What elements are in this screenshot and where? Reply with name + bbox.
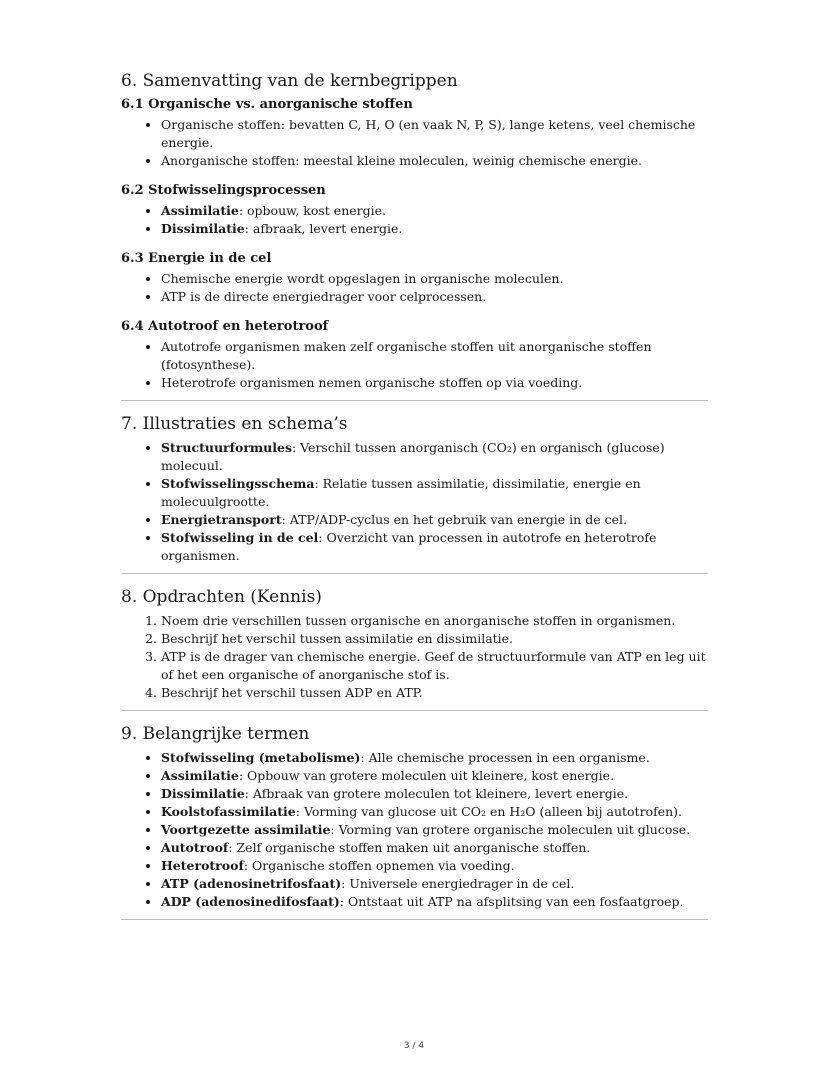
definition: : Universele energiedrager in de cel. <box>341 876 575 891</box>
subsection-6-4-title: 6.4 Autotroof en heterotroof <box>121 319 329 334</box>
list-item <box>161 475 708 511</box>
definition: : Vorming van grotere organische moleculen uit glucose. <box>330 822 691 837</box>
list-item: 3. ATP is de drager van chemische energie. Geef de structuurformule van ATP en leg uit of het een organische of anorganische stof is. <box>161 648 708 684</box>
list-item <box>161 767 708 785</box>
list-item: • Heterotrofe organismen nemen organische stoffen op via voeding. <box>161 374 708 392</box>
subsection-6-2-title: 6.2 Stofwisselingsprocessen <box>121 183 326 198</box>
list-item: • Anorganische stoffen: meestal kleine moleculen, weinig chemische energie. <box>161 152 708 170</box>
list-item <box>161 439 708 475</box>
definition: : opbouw, kost energie. <box>238 203 386 218</box>
list-item <box>161 857 708 875</box>
list-item: • ATP is de directe energiedrager voor celprocessen. <box>161 288 708 306</box>
list-item: 4. Beschrijf het verschil tussen ADP en ATP. <box>161 684 708 702</box>
divider <box>121 919 708 920</box>
term: Koolstofassimilatie <box>161 804 296 819</box>
list-item <box>161 839 708 857</box>
term: Dissimilatie <box>161 221 245 236</box>
definition: : Verschil tussen anorganisch (CO₂) en organisch (glucose) molecuul. <box>161 440 665 473</box>
list-item <box>161 749 708 767</box>
list-item: • Autotrofe organismen maken zelf organische stoffen uit anorganische stoffen (fotosynthese). <box>161 338 708 374</box>
divider <box>121 400 708 401</box>
section-8-list <box>121 612 708 702</box>
definition: : Overzicht van processen in autotrofe en heterotrofe organismen. <box>161 530 657 563</box>
section-9-title: 9. Belangrijke termen <box>121 724 310 744</box>
term: Dissimilatie <box>161 786 245 801</box>
list-item <box>161 821 708 839</box>
list-item <box>161 202 708 220</box>
list-item <box>161 511 708 529</box>
term: ATP (adenosinetrifosfaat) <box>161 876 342 891</box>
term: Assimilatie <box>161 768 239 783</box>
section-6 <box>121 70 708 392</box>
list-item <box>161 529 708 565</box>
divider <box>121 573 708 574</box>
list-item <box>161 875 708 893</box>
term: Stofwisseling (metabolisme) <box>161 750 361 765</box>
section-8 <box>121 586 708 702</box>
subsection-6-2-list <box>121 202 708 238</box>
document-page <box>121 70 708 932</box>
section-8-title: 8. Opdrachten (Kennis) <box>121 587 322 607</box>
subsection-6-3-title: 6.3 Energie in de cel <box>121 251 272 266</box>
term: Energietransport <box>161 512 282 527</box>
term: ADP (adenosinedifosfaat) <box>161 894 340 909</box>
subsection-6-1-list <box>121 116 708 170</box>
section-9 <box>121 723 708 911</box>
term: Autotroof <box>161 840 229 855</box>
list-item: • Chemische energie wordt opgeslagen in organische moleculen. <box>161 270 708 288</box>
section-9-list <box>121 749 708 911</box>
definition: : Vorming van glucose uit CO₂ en H₂O (alleen bij autotrofen). <box>295 804 682 819</box>
section-7-list <box>121 439 708 565</box>
definition: : Alle chemische processen in een organisme. <box>360 750 650 765</box>
definition: : Relatie tussen assimilatie, dissimilatie, energie en molecuulgrootte. <box>161 476 641 509</box>
list-item: 2. Beschrijf het verschil tussen assimilatie en dissimilatie. <box>161 630 708 648</box>
term: Heterotroof <box>161 858 244 873</box>
definition: : Afbraak van grotere moleculen tot kleinere, levert energie. <box>244 786 629 801</box>
term: Structuurformules <box>161 440 292 455</box>
definition: : Opbouw van grotere moleculen uit kleinere, kost energie. <box>238 768 615 783</box>
definition: : Zelf organische stoffen maken uit anorganische stoffen. <box>228 840 591 855</box>
section-6-title: 6. Samenvatting van de kernbegrippen <box>121 71 458 91</box>
subsection-6-1-title: 6.1 Organische vs. anorganische stoffen <box>121 97 413 112</box>
definition: : afbraak, levert energie. <box>244 221 403 236</box>
page-number: 3 / 4 <box>403 1041 425 1051</box>
list-item <box>161 220 708 238</box>
subsection-6-3-list <box>121 270 708 306</box>
list-item: 1. Noem drie verschillen tussen organische en anorganische stoffen in organismen. <box>161 612 708 630</box>
list-item <box>161 803 708 821</box>
section-7 <box>121 413 708 565</box>
term: Stofwisseling in de cel <box>161 530 319 545</box>
subsection-6-4-list <box>121 338 708 392</box>
divider <box>121 710 708 711</box>
definition: : Ontstaat uit ATP na afsplitsing van een fosfaatgroep. <box>339 894 684 909</box>
term: Assimilatie <box>161 203 239 218</box>
definition: : Organische stoffen opnemen via voeding. <box>243 858 515 873</box>
term: Voortgezette assimilatie <box>161 822 331 837</box>
list-item <box>161 785 708 803</box>
list-item: • Organische stoffen: bevatten C, H, O (en vaak N, P, S), lange ketens, veel chemische energie. <box>161 116 708 152</box>
section-7-title: 7. Illustraties en schema’s <box>121 414 348 434</box>
definition: : ATP/ADP-cyclus en het gebruik van energie in de cel. <box>281 512 627 527</box>
term: Stofwisselingsschema <box>161 476 315 491</box>
list-item <box>161 893 708 911</box>
